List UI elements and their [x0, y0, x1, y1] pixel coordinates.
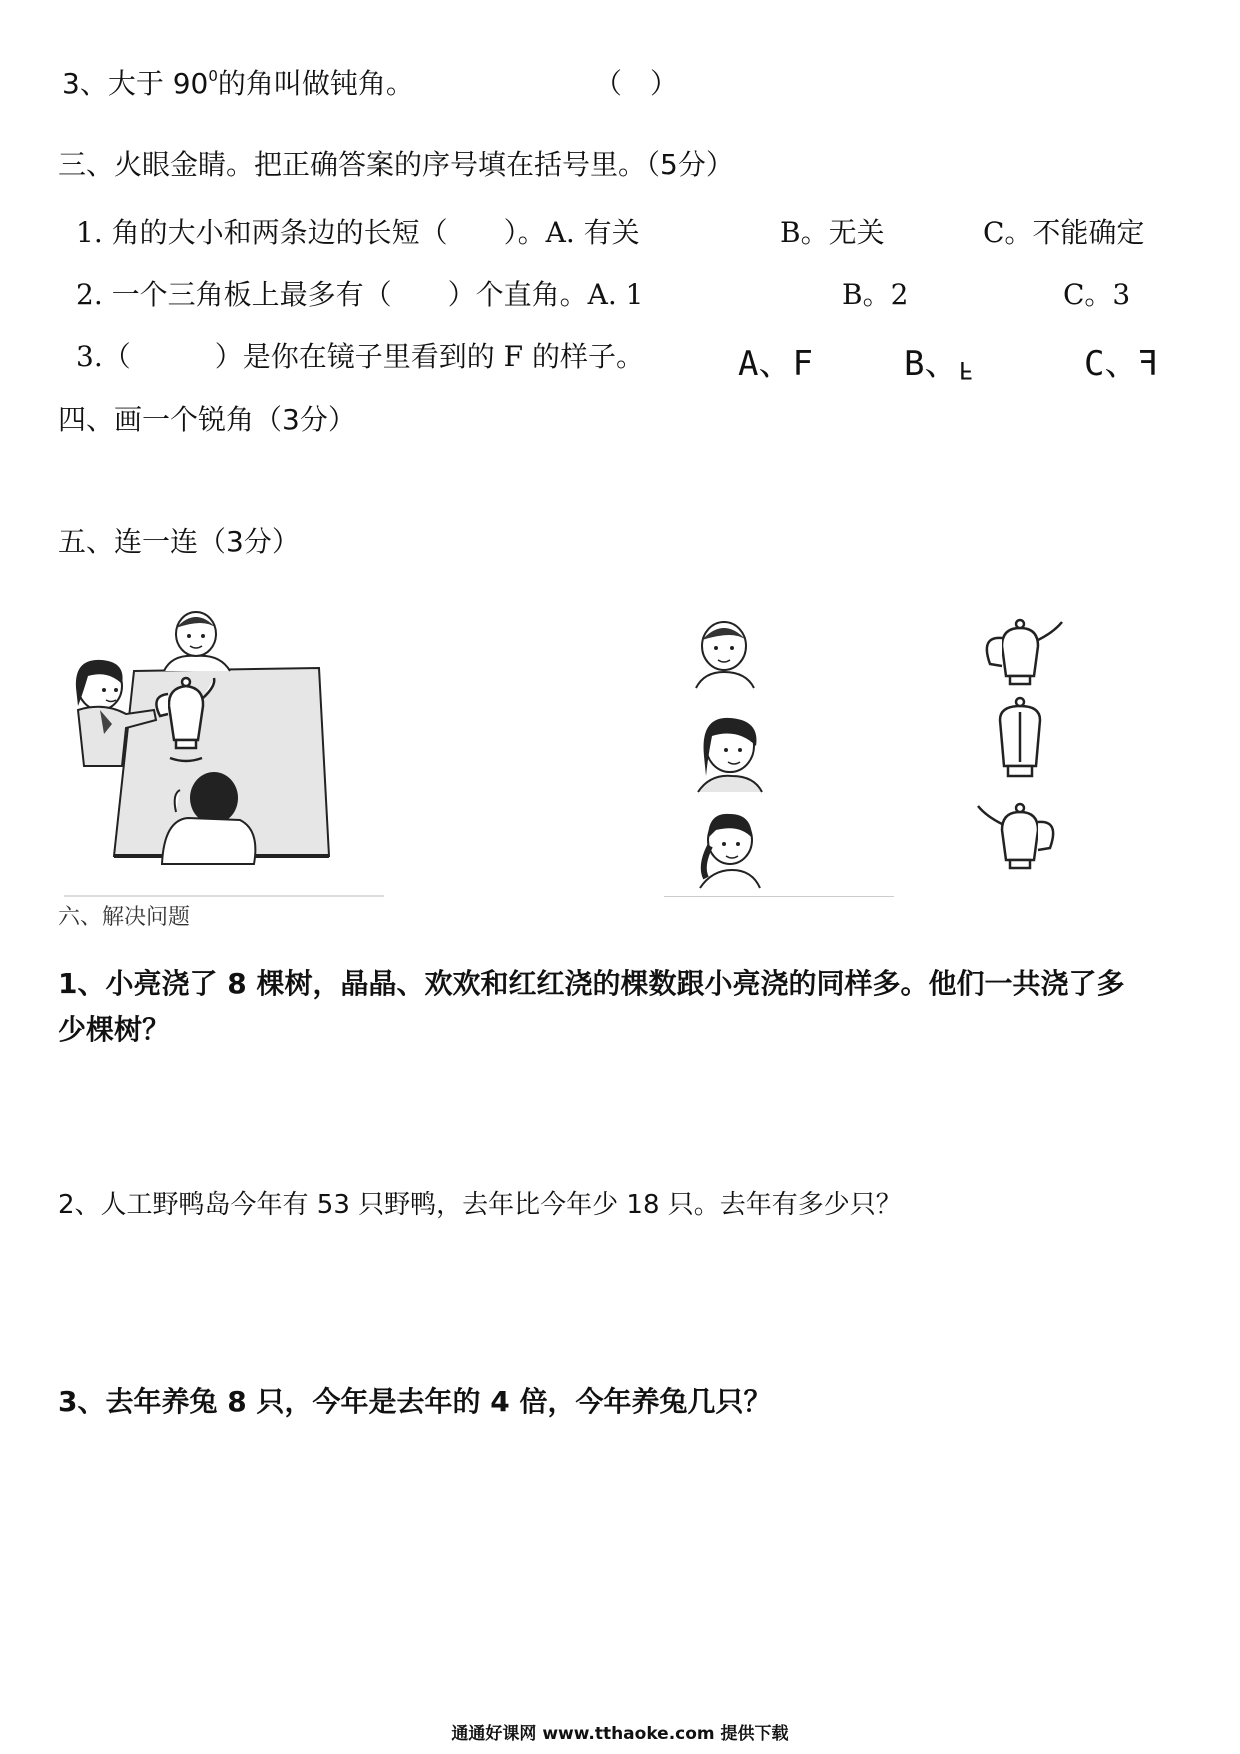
problem-3: 3、去年养兔 8 只，今年是去年的 4 倍，今年养兔几只？: [58, 1385, 772, 1418]
mirror-option-a-label: A、: [738, 344, 793, 384]
teapot-side-view: [987, 620, 1062, 684]
section4-title: 四、画一个锐角（3分）: [58, 403, 356, 436]
teapot-front-view: [1000, 698, 1040, 776]
judge-q3: [62, 62, 414, 102]
mirror-option-c-label: C、: [1084, 344, 1139, 384]
girl-face-braid: [700, 814, 760, 888]
choice-q1-option-b: B。无关: [780, 216, 885, 249]
judge-q3-number: 3: [62, 67, 80, 100]
mirror-option-c: [1084, 336, 1159, 385]
children-faces-column: [690, 616, 780, 896]
f-glyph-flipped: F: [958, 356, 973, 384]
f-glyph-mirrored: F: [1138, 344, 1159, 384]
teapot-views-column: [968, 616, 1078, 886]
choice-q2-option-c: C。3: [1063, 278, 1131, 311]
section5-title: 五、连一连（3分）: [58, 525, 300, 558]
problem-1-line2: 少棵树？: [58, 1013, 171, 1046]
problem-2: 2、人工野鸭岛今年有 53 只野鸭，去年比今年少 18 只。去年有多少只？: [58, 1190, 902, 1220]
mirror-option-b-label: B、: [904, 344, 959, 384]
choice-q3: 3.（ ）是你在镜子里看到的 F 的样子。: [76, 340, 644, 373]
judge-q3-answer-paren[interactable]: （ ）: [594, 67, 679, 100]
degree-sup: 0: [208, 67, 218, 85]
judge-q3-text: 、大于 90: [79, 67, 209, 100]
picture-edge-line: [664, 896, 894, 897]
f-glyph-normal: F: [792, 344, 813, 384]
table-scene-illustration: [64, 606, 384, 906]
choice-q1: 1. 角的大小和两条边的长短（ ）。A. 有关: [76, 216, 640, 249]
girl-face-long-hair: [698, 718, 762, 792]
judge-q3-text-after: 的角叫做钝角。: [217, 67, 414, 100]
boy-face: [696, 622, 754, 688]
section3-title: 三、火眼金睛。把正确答案的序号填在括号里。（5分）: [58, 148, 734, 181]
footer-credit: 通通好课网 www.tthaoke.com 提供下载: [451, 1724, 789, 1744]
teapot-other-side-view: [978, 804, 1053, 868]
problem-1-line1: 1、小亮浇了 8 棵树，晶晶、欢欢和红红浇的棵数跟小亮浇的同样多。他们一共浇了多: [58, 967, 1125, 1000]
choice-q2-option-b: B。2: [842, 278, 909, 311]
mirror-option-b: [904, 336, 973, 385]
boy-figure: [164, 612, 230, 671]
mirror-option-a: [738, 336, 813, 385]
section6-title: 六、解决问题: [58, 905, 191, 930]
choice-q1-option-c: C。不能确定: [983, 216, 1145, 249]
choice-q2: 2. 一个三角板上最多有（ ）个直角。A. 1: [76, 278, 644, 311]
